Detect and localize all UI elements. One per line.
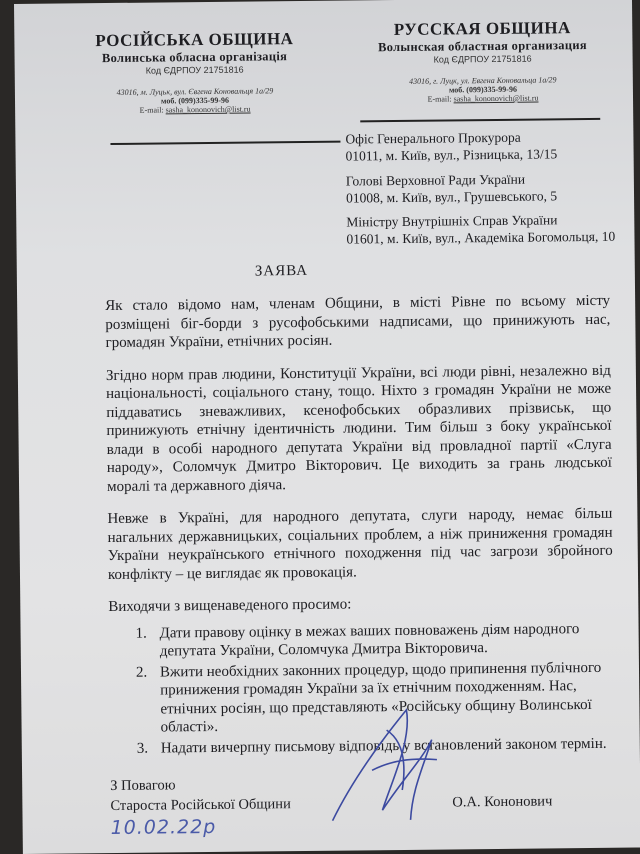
org-name: РУССКАЯ ОБЩИНА: [393, 18, 571, 40]
recipient-address: 01601, м. Київ, вул., Академіка Богомольця, 10: [346, 228, 616, 247]
item-text: Вжити необхідних законних процедур, щодо припинення публічного принижения громадян України за їх етнічним походженням. Нас, етнічних росіян, що представляють «Російську общину Волинської області».: [159, 659, 602, 736]
org-code: Код ЄДРПОУ 21751816: [433, 53, 532, 65]
text-line: влади в особі народного депутата України від провладної партії «Слуга: [106, 436, 612, 458]
org-phone: моб. (099)335-99-96: [160, 95, 230, 106]
text-line: піддаватись зневажливих, ксенофобських образливих прізвиськ, що: [106, 399, 612, 421]
letterhead-ukrainian: [74, 29, 315, 116]
recipient-name: Голові Верховної Ради України: [345, 171, 526, 189]
recipient-name: Офіс Генерального Прокурора: [345, 129, 521, 147]
recipient-2: [346, 170, 557, 206]
org-phone: моб. (099)335-99-96: [448, 84, 517, 95]
request-item: [136, 658, 615, 737]
recipient-address: 01008, м. Київ, вул., Грушевського, 5: [345, 188, 558, 206]
org-subtitle: Волинська обласна організація: [101, 49, 288, 66]
email-label: E-mail:: [427, 94, 452, 104]
letterhead-divider: [110, 141, 340, 145]
recipient-name: Міністру Внутрішніх Справ України: [346, 212, 558, 230]
item-text: Дати правову оцінку в межах ваших повноважень діям народного депутата України, Соломчука Дмитра Вікторовича.: [159, 620, 580, 660]
item-number: 2.: [135, 664, 148, 681]
letterhead-divider: [360, 118, 600, 123]
recipient-address: 01011, м. Київ, вул., Різницька, 13/15: [345, 146, 558, 164]
org-email: [75, 104, 315, 116]
paragraph-3: [107, 505, 613, 584]
handwritten-date: 10.02.22р: [110, 815, 217, 840]
paragraph-2: [106, 361, 612, 496]
signer-name: О.А. Кононович: [452, 793, 553, 811]
paragraph-4: [108, 593, 613, 617]
item-text: Надати вичерпну письмову відповідь у встановлений законом термін.: [160, 735, 607, 757]
request-item: [136, 619, 614, 661]
signer-position: Староста Російської Общини: [110, 796, 291, 815]
paragraph-1: [105, 292, 611, 353]
request-item: [137, 734, 615, 758]
item-number: 1.: [135, 625, 147, 642]
text-line: України неукраїнського етнічного походження під час загрози збройного: [107, 542, 613, 565]
item-number: 3.: [136, 740, 149, 757]
org-name: РОСІЙСЬКА ОБЩИНА: [95, 29, 294, 51]
text-line: розміщені біг-борди з русофобськими надписами, що принижують нас,: [105, 311, 611, 333]
text-line: Невже в Україні, для народного депутата, слуги народу, немає більш: [107, 505, 613, 528]
org-email: [363, 93, 603, 105]
text-line: нагальних державницьких, соціальних проблем, а ніж приниження громадян: [107, 524, 613, 546]
org-subtitle: Волынская областная организация: [377, 38, 587, 55]
text-line: Як стало відомо нам, членам Общини, в місті Рівне по всьому місту: [105, 292, 611, 315]
email-link: sasha_kononovich@list.ru: [453, 93, 539, 104]
document-title: ЗАЯВА: [254, 262, 309, 280]
document-body: [105, 292, 616, 840]
email-link: sasha_kononovich@list.ru: [165, 104, 251, 115]
org-address: 43016, г. Луцк, ул. Евгена Коновальца 1а/29: [409, 75, 557, 86]
org-code: Код ЄДРПОУ 21751816: [145, 64, 244, 76]
text-line: Згідно норм прав людини, Конституції України, всі люди рівні, незалежно від: [105, 362, 611, 384]
text-line: моралі та державного діяча.: [106, 476, 287, 495]
text-line: конфлікту – це виглядає як провокація.: [107, 563, 357, 583]
recipient-3: [346, 211, 615, 248]
text-line: громадян України, етнічних росіян.: [105, 332, 333, 352]
request-list: [136, 619, 615, 757]
text-line: національності, соціального стану, тощо. Ніхто з громадян України не може: [106, 380, 612, 403]
closing-block: [110, 771, 616, 840]
recipient-1: [345, 128, 557, 164]
email-label: E-mail:: [139, 105, 164, 115]
document-page: [14, 0, 640, 854]
text-line: принижують етнічну ідентичність людини. Тим більш з боку української: [106, 417, 612, 440]
closing-regards: З Повагою: [110, 777, 176, 795]
letterhead-russian: [362, 18, 603, 105]
text-line: Виходячи з вищенаведеного просимо:: [108, 596, 352, 616]
text-line: народу», Соломчук Дмитро Вікторович. Це виходить за грань людської: [106, 454, 612, 477]
org-address: 43016, м. Луцьк, вул. Євгена Коновальця 1а/29: [116, 86, 274, 97]
